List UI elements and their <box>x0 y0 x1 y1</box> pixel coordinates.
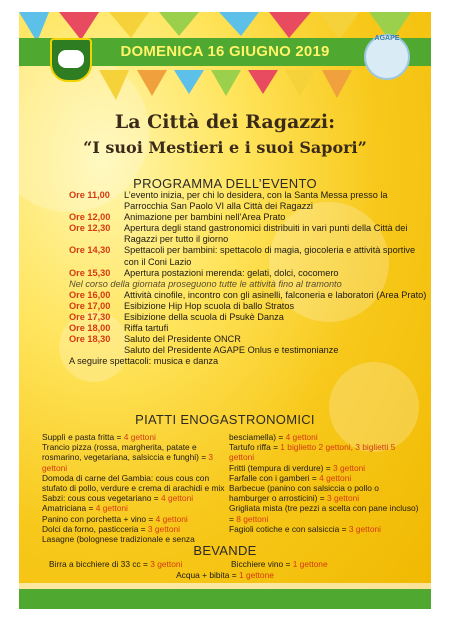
programma-row: Ore 12,00 Animazione per bambini nell’Area Prato <box>69 212 286 223</box>
programma-row: Ore 17,00 Esibizione Hip Hop scuola di ballo Stratos <box>69 300 295 311</box>
menu-item: Fagioli cotiche e con salsiccia = 3 gettoni <box>229 523 382 534</box>
programma-row: Ore 18,30 Saluto del Presidente ONCR <box>69 334 241 345</box>
programma-after: A seguire spettacoli: musica e danza <box>69 356 219 367</box>
menu-item: Barbecue (panino con salsiccia o pollo o hamburger o arrosticini) = 3 gettoni <box>229 483 379 504</box>
programma-row: Ore 15,30 Apertura postazioni merenda: gelati, dolci, cocomero <box>69 267 339 278</box>
programma-row: Ore 12,30 Apertura degli stand gastronomici distribuiti in vari punti della Città dei Ragazzi per tutto il giorno <box>69 223 408 245</box>
agape-logo-text: AGAPE <box>374 35 400 42</box>
menu-item: Grigliata mista (tre pezzi a scelta con pane incluso) = 8 gettoni <box>229 503 419 524</box>
menu-item: Fritti (tempura di verdure) = 3 gettoni <box>229 462 366 473</box>
piatti-heading: PIATTI ENOGASTRONOMICI <box>135 412 315 427</box>
menu-item: Panino con porchetta + vino = 4 gettoni <box>42 513 188 524</box>
programma-row: Ore 16,00 Attività cinofile, incontro con gli asinelli, falconeria e laboratori (Area Prato) <box>69 289 427 300</box>
agape-logo <box>364 34 410 80</box>
bevande-vino: Bicchiere vino = 1 gettone <box>231 559 328 569</box>
event-subtitle: “I suoi Mestieri e i suoi Sapori” <box>83 138 367 157</box>
menu-item: Trancio pizza (rossa, margherita, patate e rosmarino, vegetariana, salsiccia e funghi) = 3 gettoni <box>42 442 214 473</box>
programma-heading: PROGRAMMA DELL’EVENTO <box>133 176 317 191</box>
footer-band <box>19 589 431 609</box>
programma-list <box>69 190 429 368</box>
programma-note: Nel corso della giornata proseguono tutte le attività fino al tramonto <box>69 278 342 289</box>
bevande-heading: BEVANDE <box>193 543 257 558</box>
menu-item: Dolci da forno, pasticceria = 3 gettoni <box>42 523 181 534</box>
city-crest-logo <box>50 38 92 82</box>
menu-item: Amatriciana = 4 gettoni <box>42 503 128 514</box>
programma-row: Ore 14,30 Spettacoli per bambini: spettacolo di magia, giocoleria e attività sportive con il Coni Lazio <box>69 245 416 267</box>
menu-item: Supplì e pasta fritta = 4 gettoni <box>42 432 156 442</box>
menu-item: besciamella) = 4 gettoni <box>229 432 318 442</box>
menu-item: Lasagne (bolognese tradizionale e senza <box>42 534 195 545</box>
menu-item: Domoda di carne del Gambia: cous cous con stufato di pollo, verdure e crema di arachidi e mix Sabzi: cous cous vegetariano = 4 gettoni <box>42 472 225 504</box>
bevande-birra: Birra a bicchiere di 33 cc = 3 gettoni <box>49 559 183 569</box>
programma-row: Ore 11,00 L’evento inizia, per chi lo desidera, con la Santa Messa presso la Parrocchia San Paolo VI alla Città dei Ragazzi <box>69 190 388 212</box>
event-poster <box>19 12 431 609</box>
programma-row: Ore 17,30 Esibizione della scuola di Psukè Danza <box>69 312 284 323</box>
menu-item: Farfalle con i gamberi = 4 gettoni <box>229 472 352 483</box>
bevande-acqua: Acqua + bibita = 1 gettone <box>176 570 274 580</box>
programma-row: Saluto del Presidente AGAPE Onlus e testimonianze <box>124 345 339 356</box>
event-title: La Città dei Ragazzi: <box>114 111 336 133</box>
event-date: DOMENICA 16 GIUGNO 2019 <box>120 43 330 60</box>
programma-row: Ore 18,00 Riffa tartufi <box>69 323 169 334</box>
piatti-right-column <box>229 432 419 534</box>
piatti-left-column <box>42 432 227 544</box>
menu-item: Tartufo riffa = 1 biglietto 2 gettoni, 3 biglietti 5 gettoni <box>229 442 396 463</box>
